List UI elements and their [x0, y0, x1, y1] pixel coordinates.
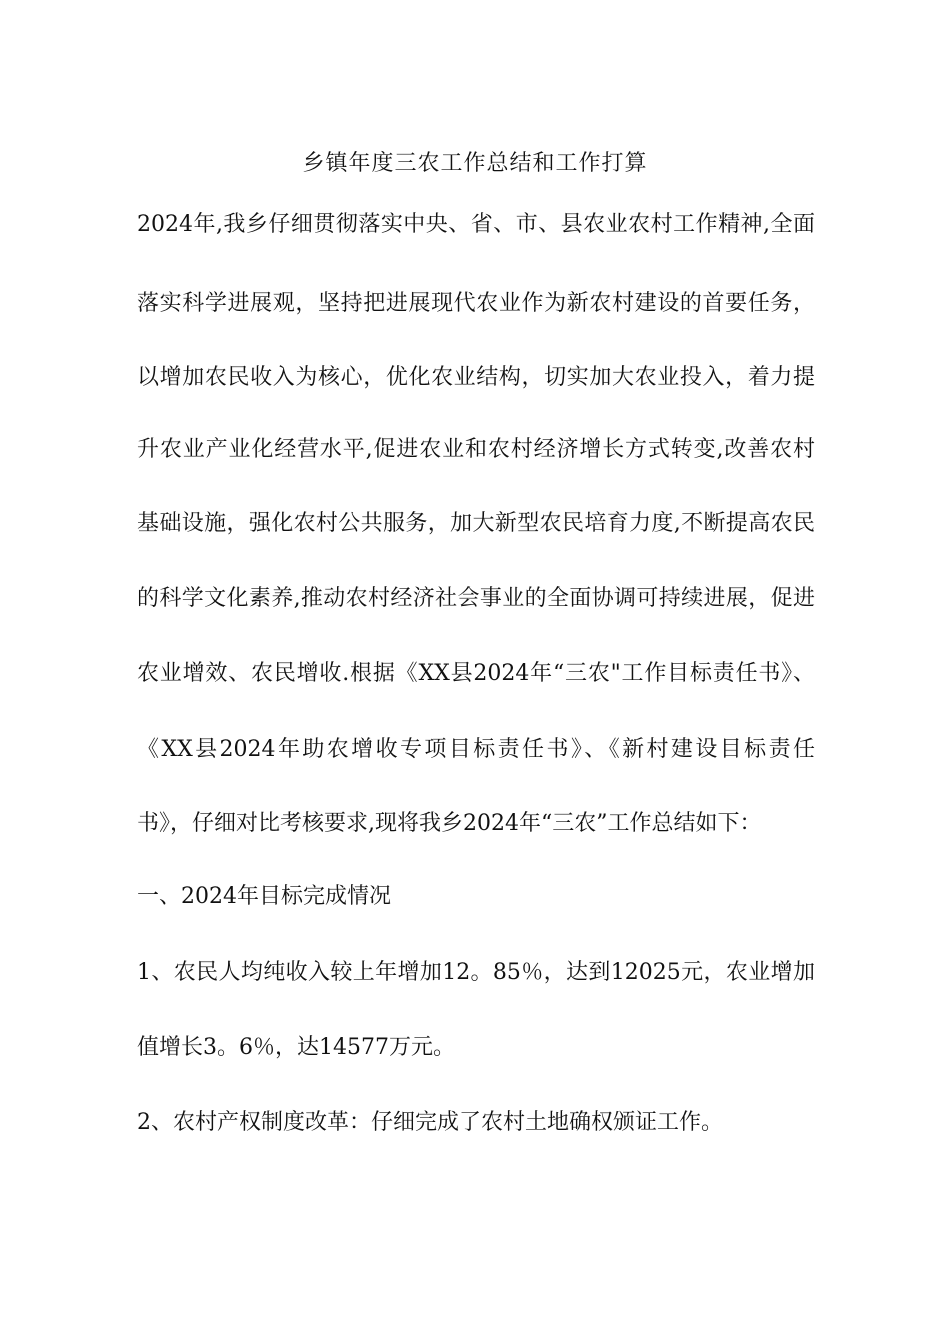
list-item-line: 1、农民人均纯收入较上年增加12。85％，达到12025元，农业增加: [137, 960, 815, 985]
paragraph-line: 2024年,我乡仔细贯彻落实中央、省、市、县农业农村工作精神,全面: [137, 212, 815, 237]
paragraph-line: 书》，仔细对比考核要求,现将我乡2024年“三农”工作总结如下：: [137, 811, 762, 836]
paragraph-line: 以增加农民收入为核心，优化农业结构，切实加大农业投入，着力提: [137, 365, 815, 390]
paragraph-line: 农业增效、农民增收.根据《XX县2024年“三农"工作目标责任书》、: [137, 661, 815, 686]
paragraph-line: 的科学文化素养,推动农村经济社会事业的全面协调可持续进展，促进: [137, 586, 815, 611]
paragraph-line: 基础设施，强化农村公共服务，加大新型农民培育力度,不断提高农民: [137, 511, 815, 536]
list-item-line: 值增长3。6％，达14577万元。: [137, 1035, 455, 1060]
section-heading: 一、2024年目标完成情况: [137, 884, 391, 909]
paragraph-line: 落实科学进展观，坚持把进展现代农业作为新农村建设的首要任务，: [137, 291, 815, 316]
paragraph-line: 《XX县2024年助农增收专项目标责任书》、《新村建设目标责任: [137, 737, 815, 762]
list-item-line: 2、农村产权制度改革：仔细完成了农村土地确权颁证工作。: [137, 1110, 723, 1135]
paragraph-line: 升农业产业化经营水平,促进农业和农村经济增长方式转变,改善农村: [137, 437, 815, 462]
document-title: 乡镇年度三农工作总结和工作打算: [302, 151, 648, 176]
